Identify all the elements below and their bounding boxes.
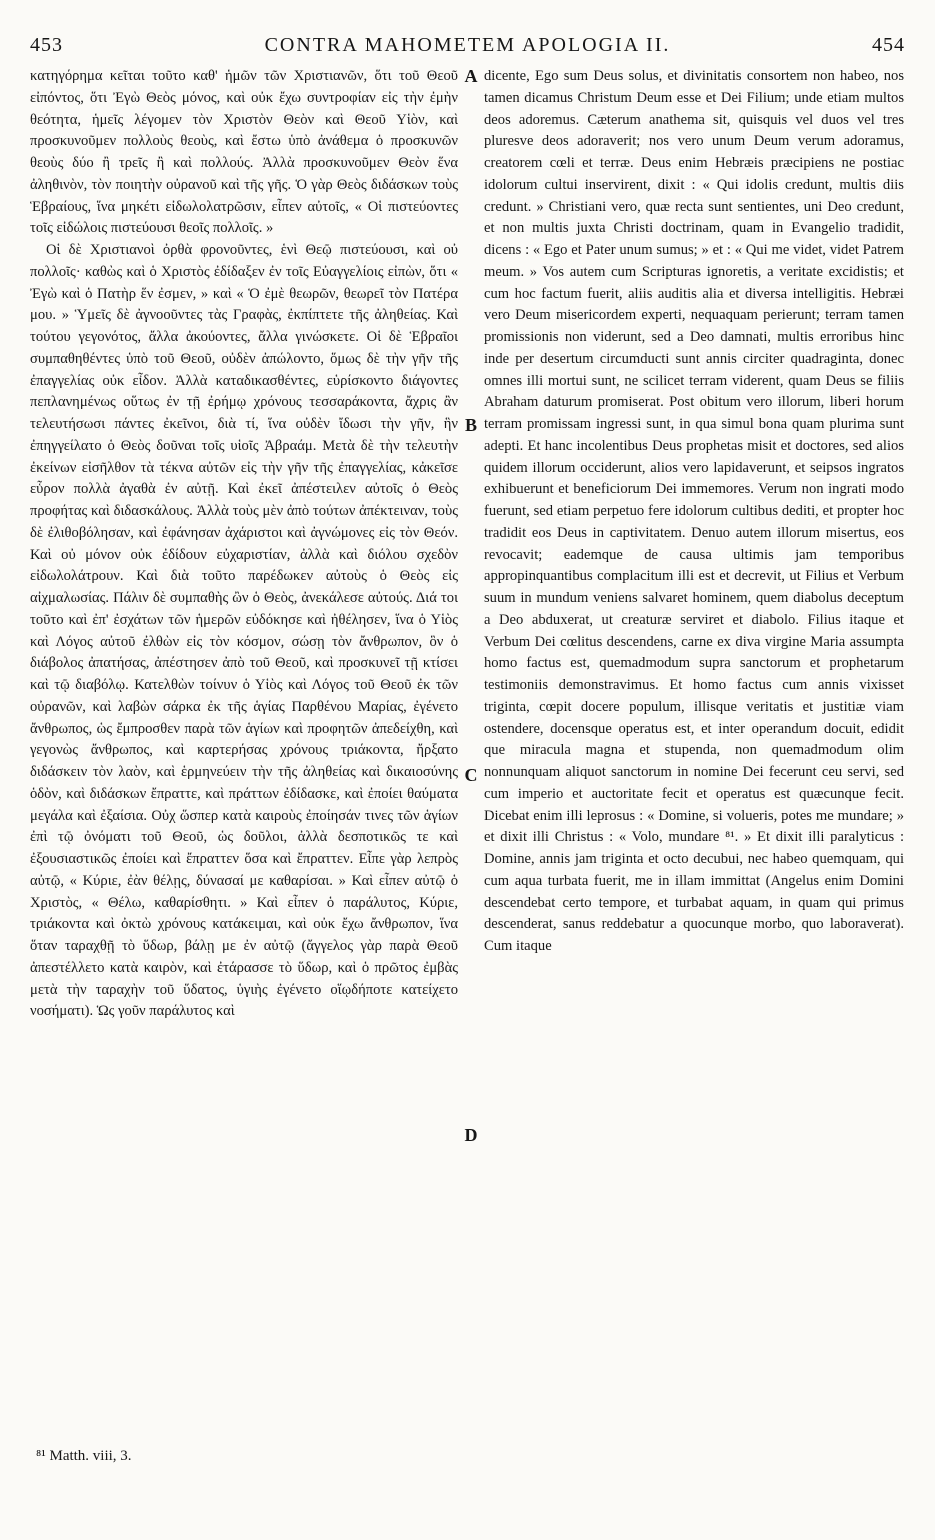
page-number-right: 454 — [871, 33, 905, 56]
greek-paragraph: Οἱ δὲ Χριστιανοὶ ὀρθὰ φρονοῦντες, ἑνὶ Θεῷ πιστεύουσι, καὶ οὐ πολλοῖς· καθὼς καὶ ὁ Χριστὸς ἐδίδαξεν ἐν τοῖς Εὐαγγελίοις εἰπὼν, ὅτι « Ἐγὼ καὶ ὁ Πατὴρ ἕν ἐσμεν, » καὶ « Ὁ ἐμὲ θεωρῶν, θεωρεῖ τὸν Πατέρα μου. » Ὑμεῖς δὲ ἀγνοοῦντες τὰς Γραφὰς, ἐκπίπτετε τῆς ἀληθείας. Καὶ τούτου γεγονότος, ἄλλα ἀκούοντες, ἄλλα γινώσκετε. Οἱ δὲ Ἑβραῖοι συμπαθηθέντες ὑπὸ τοῦ Θεοῦ, οὐδὲν ἀπώλοντο, ὅμως δὲ τὴν γῆν τῆς ἐπαγγελίας οὐκ εἶδον. Ἀλλὰ καταδικασθέντες, εὑρίσκοντο διάγοντες πεπλανημένως οὕτως ἐν τῇ ἐρήμῳ χρόνους τεσσαράκοντα, ἄχρις ἂν τελευτήσωσι πάντες ἐκεῖνοι, διὰ τί, ἵνα οὐδὲν ἴδωσι τὴν γῆν, ἣν ἐπηγγείλατο ὁ Θεὸς δοῦναι τοῖς υἱοῖς Ἀβραάμ. Μετὰ δὲ τὴν τελευτὴν ἐκείνων εἰσῆλθον τὰ τέκνα αὐτῶν εἰς τὴν γῆν τῆς ἐπαγγελίας, κἀκεῖσε εὗρον πολλὰ ἀγαθὰ ἐν αὐτῇ. Καὶ ἐκεῖ ἀπέστειλεν αὐτοῖς ὁ Θεὸς προφήτας καὶ διδασκάλους. Ἀλλὰ τοὺς μὲν ἀπὸ τούτων ἀπέκτειναν, τοὺς δὲ ἐλιθοβόλησαν, καὶ ἐφάνησαν ἀχάριστοι καὶ ἀγνώμονες εἰς τὸν Θεόν. Καὶ οὐ μόνον οὐκ ἐδίδουν εὐχαριστίαν, ἀλλὰ καὶ διόλου σχεδὸν εἰδωλολάτρουν. Καὶ διὰ τοῦτο παρέδωκεν αὐτοὺς ὁ Θεὸς εἰς αἰχμαλωσίας. Πάλιν δὲ συμπαθὴς ὢν ὁ Θεὸς, ἀνεκάλεσε αὐτούς. Διά τοι τοῦτο καὶ ἐπ' ἐσχάτων τῶν ἡμερῶν εὐδόκησε καὶ ἠθέλησεν, ἵνα ὁ Υἱὸς καὶ Λόγος αὐτοῦ ἐλθὼν εἰς τὸν κόσμον, σώσῃ τὸν ἄνθρωπον, ὃν ὁ διάβολος ἀπατήσας, ἀπέστησεν ἀπὸ τοῦ Θεοῦ, καὶ προσκυνεῖ τῇ κτίσει καὶ τῷ διαβόλῳ. Κατελθὼν τοίνυν ὁ Υἱὸς καὶ Λόγος τοῦ Θεοῦ ἐκ τῶν οὐρανῶν, καὶ λαβὼν σάρκα ἐκ τῆς ἁγίας Παρθένου Μαρίας, ἐγένετο ἄνθρωπος, ὡς ἔμπροσθεν παρὰ τῶν ἁγίων καὶ προφητῶν ἀπεδείχθη, καὶ γεγονὼς ἄνθρωπος, καὶ καρτερήσας χρόνους τριάκοντα, ἤρξατο διδάσκειν τὸν λαὸν, καὶ ἑρμηνεύειν τὴν τῆς ἀληθείας καὶ δικαιοσύνης ὁδὸν, καὶ διδάσκων ἔπραττε, καὶ πράττων ἐδίδασκε, καὶ ἐποίει θαύματα μεγάλα καὶ ἐξαίσια. Οὐχ ὥσπερ κατὰ καιροὺς ἐποίησάν τινες τῶν ἁγίων ἐπὶ τῷ ὀνόματι τοῦ Θεοῦ, ὡς δοῦλοι, ἀλλὰ δεσποτικῶς τε καὶ ἐξουσιαστικῶς ἐποίει καὶ ἔπραττεν ὅσα καὶ ἔπραττεν. Εἶπε γὰρ λεπρὸς αὐτῷ, « Κύριε, ἐὰν θέλῃς, δύνασαί με καθαρίσαι. » Καὶ εἶπεν αὐτῷ ὁ Χριστὸς, « Θέλω, καθαρίσθητι. » Καὶ εἶπεν ὁ παράλυτος, Κύριε, τριάκοντα καὶ ὀκτὼ χρόνους κατάκειμαι, καὶ οὐκ ἔχω ἄνθρωπον, ἵνα ὅταν ταραχθῇ τὸ ὕδωρ, βάλῃ με ἐν αὐτῷ (ἄγγελος γὰρ παρὰ Θεοῦ ἀπεστέλλετο κατὰ καιρὸν, καὶ ἐτάρασσε τὸ ὕδωρ, καὶ ὁ πρῶτος ἐμβὰς μετὰ τὴν ταραχὴν τοῦ ὕδατος, ὑγιὴς ἐγένετο οἵῳδήποτε κατείχετο νοσήματι). Ὡς γοῦν παράλυτος καὶ — [30, 242, 458, 1020]
margin-marker-c: C — [464, 765, 478, 785]
page-header — [30, 30, 905, 60]
page-number-left: 453 — [30, 33, 63, 56]
latin-text-column — [484, 66, 904, 1446]
greek-text-column — [30, 66, 458, 1446]
margin-marker-d: D — [464, 1125, 478, 1145]
margin-marker-a: A — [464, 66, 478, 86]
footnote: ⁸¹ Matth. viii, 3. — [36, 1448, 132, 1464]
margin-marker-b: B — [464, 415, 477, 435]
running-title: CONTRA MAHOMETEM APOLOGIA II. — [264, 33, 671, 56]
greek-paragraph: κατηγόρημα κεῖται τοῦτο καθ' ἡμῶν τῶν Χριστιανῶν, ὅτι τοῦ Θεοῦ εἰπόντος, ὅτι Ἐγὼ Θεὸς μόνος, καὶ οὐκ ἔχω συντροφίαν εἰς τὴν ἐμὴν θεότητα, ἡμεῖς λέγομεν τὸν Χριστὸν Θεὸν καὶ Θεοῦ Υἱὸν, καὶ προσκυνοῦμεν πολλοὺς θεοὺς, καὶ ἔστω ὑπὸ ἀνάθεμα ὁ προσκυνῶν θεοὺς δύο ἢ τρεῖς ἢ καὶ πολλούς. Ἀλλὰ προσκυνοῦμεν Θεὸν ἕνα ἀληθινὸν, τὸν ποιητὴν οὐρανοῦ καὶ τῆς γῆς. Ὁ γὰρ Θεὸς διδάσκων τοὺς Ἑβραίους, ἵνα μηκέτι εἰδωλολατρῶσιν, εἶπεν αὐτοῖς, « Οἱ πιστεύοντες τοῖς εἰδώλοις πιστεύουσι θεοῖς πολλοῖς. » — [30, 68, 458, 237]
latin-paragraph: dicente, Ego sum Deus solus, et divinitatis consortem non habeo, nos tamen dicamus Christum Deum esse et Dei Filium; unde etiam multos deos adoremus. Cæterum anathema sit, quisquis vel duos vel tres pluresve deos adoraverit; nos vero unum Deum verum adoramus, creatorem cœli et terræ. Deus enim Hebræis præcipiens ne postiac idolorum cultui inservirent, dixit : « Qui idolis credunt, multis diis credunt. » Christiani vero, quæ recta sunt sentientes, uni Deo credunt, et non multis juxta Christi doctrinam, quam in Evangelio tradidit, dicens : « Ego et Pater unum sumus; » et : « Qui me videt, videt Patrem meum. » Vos autem cum Scripturas ignoretis, a veritate excidistis; et cum hoc factum fuerit, aliis auditis alia et diversa intelligitis. Hebræi vero Deum misericordem experti, nequaquam perierunt; terram tamen promissionis non viderunt, sed a Deo damnati, multis erroribus hinc inde per desertum circumducti sunt annis circiter quadraginta, donec omnes illi mortui sunt, ne scilicet terram viderent, quam Deus se filiis Abraham daturum promiserat. Post obitum vero illorum, liberi horum terram promissam ingressi sunt, in qua simul bona quam plurima sunt adepti. Et hanc incolentibus Deus prophetas misit et doctores, sed alios quidem illorum occiderunt, alios vero lapidaverunt, et seipsos ingratos exhibuerunt et beneficiorum Dei immemores. Verum non ingrati modo fuerunt, sed etiam perpetuo fere idolorum cultibus dediti, et propter hoc tradidit eos Deus in captivitatem. Denuo autem illorum misertus, eos revocavit; eademque de causa ultimis jam temporibus appropinquantibus complacitum illi est et decrevit, ut Filius et Verbum suum in mundum veniens salvaret hominem, quem diabolus deceptum a Deo abduxerat, ut creaturæ serviret et diabolo. Filius itaque et Verbum Dei cœlitus descendens, carne ex diva virgine Maria assumpta homo factus est, quemadmodum supra sanctorum et prophetarum testimoniis demonstravimus. Et homo factus cum annis vixisset triginta, cœpit docere populum, illisque veritatis et justitiæ viam ostendere, docensque operatus est, et inter operandum docuit, edidit que miracula magna et stupenda, non quemadmodum olim nonnunquam aliquot sanctorum in nomine Dei fecerunt ceu servi, sed cum imperio et auctoritate fecit et operatus est quæcunque fecit. Dicebat enim illi leprosus : « Domine, si volueris, potes me mundare; » et dixit illi Christus : « Volo, mundare ⁸¹. » Et dixit illi paralyticus : Domine, annis jam triginta et octo decubui, nec habeo quemquam, qui cum aqua turbata fuerit, me in illam immittat (Angelus enim Domini descendebat certo tempore, et turbabat aquam, in quam qui primus descenderat, sanus reddebatur a quocunque morbo, quo laboraverat). Cum itaque — [484, 68, 904, 954]
